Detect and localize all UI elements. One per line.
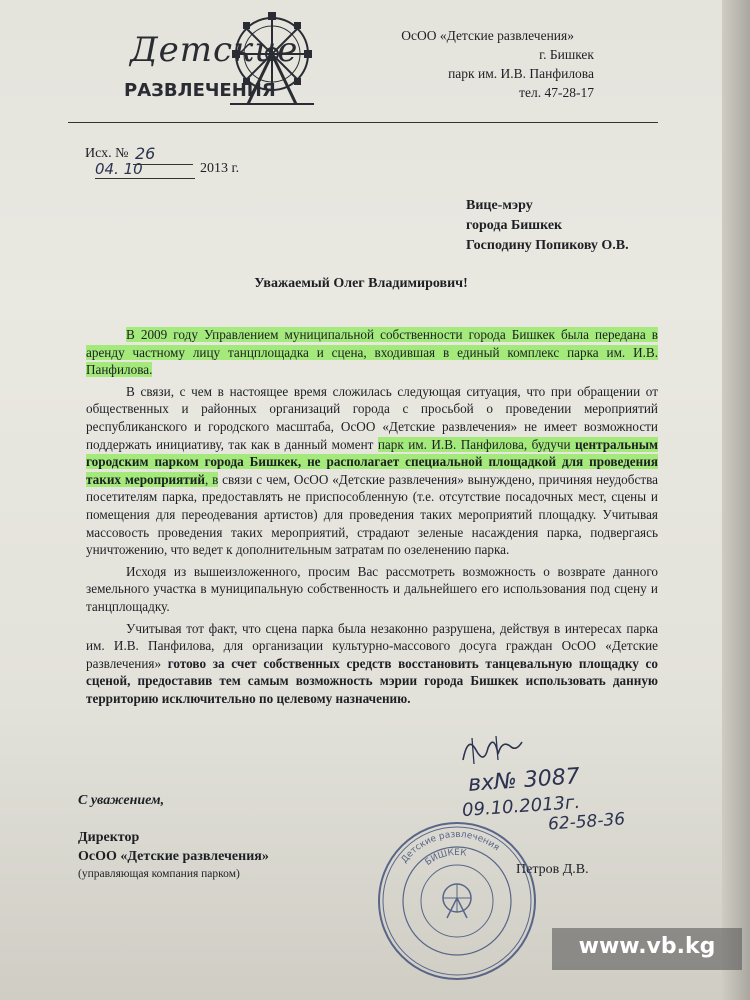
paragraph-1 — [86, 326, 658, 379]
company-stamp — [376, 820, 538, 982]
signatory-org: ОсОО «Детские развлечения» — [78, 849, 269, 864]
signatory-title: Директор — [78, 830, 140, 845]
greeting: Уважаемый Олег Владимирович! — [254, 276, 468, 291]
ref-year: 2013 г. — [200, 161, 240, 176]
stamp-outer-text: Детские развлечения — [399, 829, 502, 866]
stamp-inner-text: БИШКЕК — [423, 847, 468, 868]
addressee-line1: Вице-мэру — [466, 198, 533, 213]
signatory-note: (управляющая компания парком) — [78, 868, 240, 880]
closing-phrase: С уважением, — [78, 793, 165, 808]
addressee-block — [466, 196, 629, 256]
signatory-block — [78, 828, 269, 866]
highlight-1: В 2009 году Управлением муниципальной собственности города Бишкек была передана в аренду частному лицу танцплощадка и сцена, входившая в единый комплекс парка им. И.В. Панфилова. — [86, 327, 658, 378]
handwritten-signature — [458, 730, 528, 770]
source-watermark — [552, 928, 742, 970]
p2-highlight-bold: центральным городским парком города Бишкек, не располагает специальной площадкой для проведения таких мероприятий — [86, 436, 659, 487]
p4-text-bold: готово за счет собственных средств восстановить танцевальную площадку со сценой, предоставив тем самым возможность мэрии города Бишкек использовать данную территорию исключительно по целевому назначению. — [86, 655, 658, 706]
p4-text-a: Учитывая тот факт, что сцена парка была незаконно разрушена, действуя в интересах парка им. И.В. Панфилова, для организации культурно-массового досуга граждан ОсОО «Детские развлечения» — [86, 620, 658, 671]
ref-date: 04. 10 — [95, 160, 143, 178]
org-header — [401, 26, 594, 102]
p2-text-a: В связи, с чем в настоящее время сложилась следующая ситуация, что при обращении от общественных и районных организаций города с просьбой о проведении мероприятий республиканского и городского масштаба, ОсОО «Детские развлечения» не имеет возможности поддержать инициативу, так как в данный момент — [86, 383, 658, 452]
signatory-name: Петров Д.В. — [516, 862, 589, 877]
logo-bold-text: РАЗВЛЕЧЕНИЯ — [124, 80, 276, 101]
p2-highlight-tail: , в — [204, 471, 219, 487]
p2-highlight-plain: парк им. И.В. Панфилова, будучи — [377, 436, 576, 452]
org-phone: тел. 47-28-17 — [519, 85, 594, 100]
ref-number: 26 — [135, 144, 156, 163]
org-park: парк им. И.В. Панфилова — [448, 66, 594, 81]
addressee-line3: Господину Попикову О.В. — [466, 238, 629, 253]
org-city: г. Бишкек — [539, 47, 594, 62]
incoming-number: вх№ 3087 — [467, 764, 581, 797]
outgoing-date — [95, 160, 395, 180]
paragraph-3: Исходя из вышеизложенного, просим Вас рассмотреть возможность о возврате данного земельного участка в муниципальную собственность и дальнейшего его использования под сцену и танцплощадку. — [86, 563, 658, 614]
logo-script-text: Детские — [130, 30, 299, 70]
ref-date-underline — [95, 178, 195, 179]
incoming-date: 09.10.2013г. — [461, 791, 581, 822]
watermark-text: www.vb.kg — [578, 934, 716, 959]
paragraph-2 — [86, 383, 658, 559]
background-surface — [722, 0, 750, 1000]
handwritten-phone: 62-58-36 — [547, 809, 626, 835]
letter-body — [86, 326, 658, 711]
addressee-line2: города Бишкек — [466, 218, 563, 233]
org-name: ОсОО «Детские развлечения» — [401, 28, 574, 43]
paragraph-4 — [86, 620, 658, 708]
ref-prefix: Исх. № — [85, 146, 129, 161]
p2-text-e: связи с чем, ОсОО «Детские развлечения» вынуждено, причиняя неудобства посетителям парка, предоставлять не приспособленную (т.е. отсутствие посадочных мест, сцены и помещения для переодевания артистов) для проведения таких мероприятий площадку. Учитывая массовость проведения таких мероприятий, страдают зеленые насаждения парка, подвергаясь уничтожению, что ведет к дополнительным затратам по озеленению парка. — [86, 471, 658, 558]
header-divider — [68, 122, 658, 123]
company-logo — [120, 8, 320, 108]
